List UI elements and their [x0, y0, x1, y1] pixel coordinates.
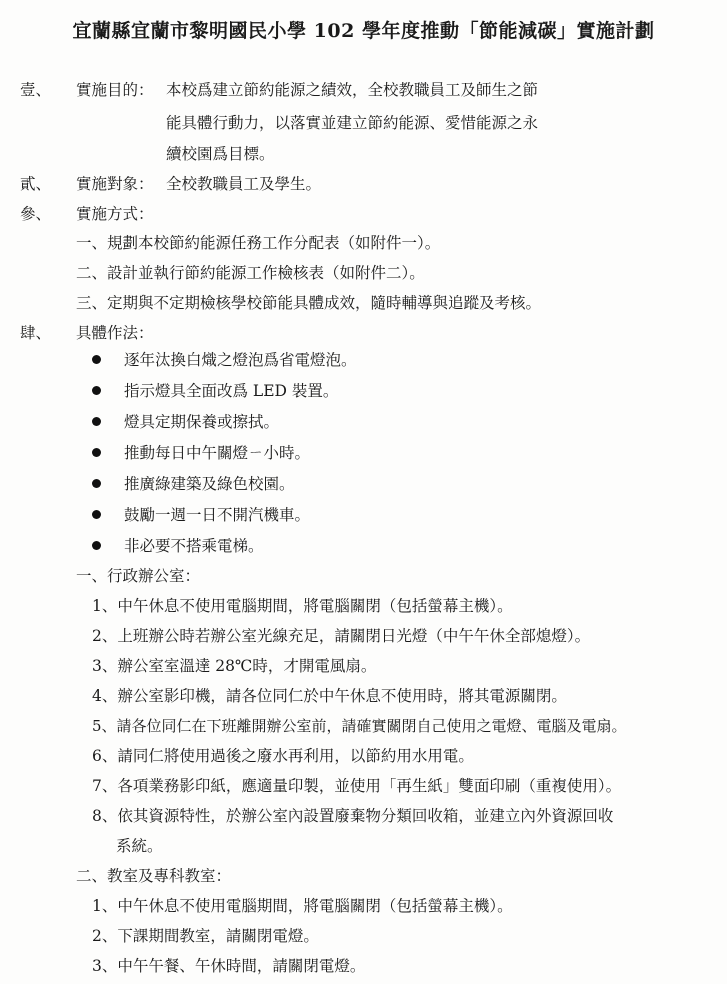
bullet-item-4: 推動每日中午關燈ㄧ小時。	[124, 444, 311, 462]
section-3-label: 實施方式：	[76, 205, 154, 223]
office-item-1: 1、中午休息不使用電腦期間，將電腦關閉（包括螢幕主機）。	[92, 597, 513, 615]
office-item-5: 5、請各位同仁在下班離開辦公室前，請確實關閉自己使用之電燈、電腦及電扇。	[92, 717, 627, 735]
office-heading: 一、行政辦公室：	[76, 567, 201, 585]
office-item-4: 4、辦公室影印機，請各位同仁於中午休息不使用時，將其電源關閉。	[92, 687, 567, 705]
office-item-3: 3、辦公室室溫達 28℃時，才開電風扇。	[92, 657, 377, 675]
section-2-line-1: 全校教職員工及學生。	[166, 175, 322, 193]
bullet-item-5: 推廣綠建築及綠色校園。	[124, 475, 295, 493]
section-1-label: 實施目的：	[76, 81, 154, 99]
classroom-heading: 二、教室及專科教室：	[76, 867, 232, 885]
bullet-dot-icon	[92, 417, 101, 426]
bullet-item-3: 燈具定期保養或擦拭。	[124, 413, 280, 431]
bullet-item-7: 非必要不搭乘電梯。	[124, 537, 264, 555]
section-1-line-2: 能具體行動力，以落實並建立節約能源、愛惜能源之永	[166, 114, 539, 132]
section-4-number: 肆、	[20, 324, 52, 342]
bullet-dot-icon	[92, 386, 101, 395]
bullet-dot-icon	[92, 541, 101, 550]
section-2-label: 實施對象：	[76, 175, 154, 193]
section-3-item-3: 三、定期與不定期檢核學校節能具體成效，隨時輔導與追蹤及考核。	[76, 294, 542, 312]
section-4-label: 具體作法：	[76, 324, 154, 342]
section-1-number: 壹、	[20, 81, 52, 99]
bullet-dot-icon	[92, 510, 101, 519]
section-2-number: 貳、	[20, 175, 52, 193]
section-1-line-1: 本校爲建立節約能源之績效，全校教職員工及師生之節	[166, 81, 539, 99]
bullet-dot-icon	[92, 355, 101, 364]
classroom-item-1: 1、中午休息不使用電腦期間，將電腦關閉（包括螢幕主機）。	[92, 897, 513, 915]
bullet-item-2: 指示燈具全面改爲 LED 裝置。	[124, 382, 339, 400]
classroom-item-2: 2、下課期間教室，請關閉電燈。	[92, 927, 319, 945]
bullet-dot-icon	[92, 479, 101, 488]
section-1-line-3: 續校園爲目標。	[166, 145, 275, 163]
bullet-dot-icon	[92, 448, 101, 457]
office-item-7: 7、各項業務影印紙，應適量印製，並使用「再生紙」雙面印刷（重複使用）。	[92, 777, 622, 795]
section-3-number: 參、	[20, 205, 52, 223]
office-item-6: 6、請同仁將使用過後之廢水再利用，以節約用水用電。	[92, 747, 474, 765]
bullet-item-6: 鼓勵一週一日不開汽機車。	[124, 506, 311, 524]
office-item-8-continuation: 系統。	[116, 837, 163, 855]
office-item-8: 8、依其資源特性，於辦公室內設置廢棄物分類回收箱，並建立內外資源回收	[92, 807, 614, 825]
section-3-item-1: 一、規劃本校節約能源任務工作分配表（如附件一）。	[76, 234, 441, 252]
classroom-item-3: 3、中午午餐、午休時間，請關閉電燈。	[92, 957, 366, 975]
office-item-2: 2、上班辦公時若辦公室光線充足，請關閉日光燈（中午午休全部熄燈）。	[92, 627, 591, 645]
section-3-item-2: 二、設計並執行節約能源工作檢核表（如附件二）。	[76, 264, 425, 282]
document-title: 宜蘭縣宜蘭市黎明國民小學 102 學年度推動「節能減碳」實施計劃	[72, 20, 655, 42]
bullet-item-1: 逐年汰換白熾之燈泡爲省電燈泡。	[124, 351, 357, 369]
